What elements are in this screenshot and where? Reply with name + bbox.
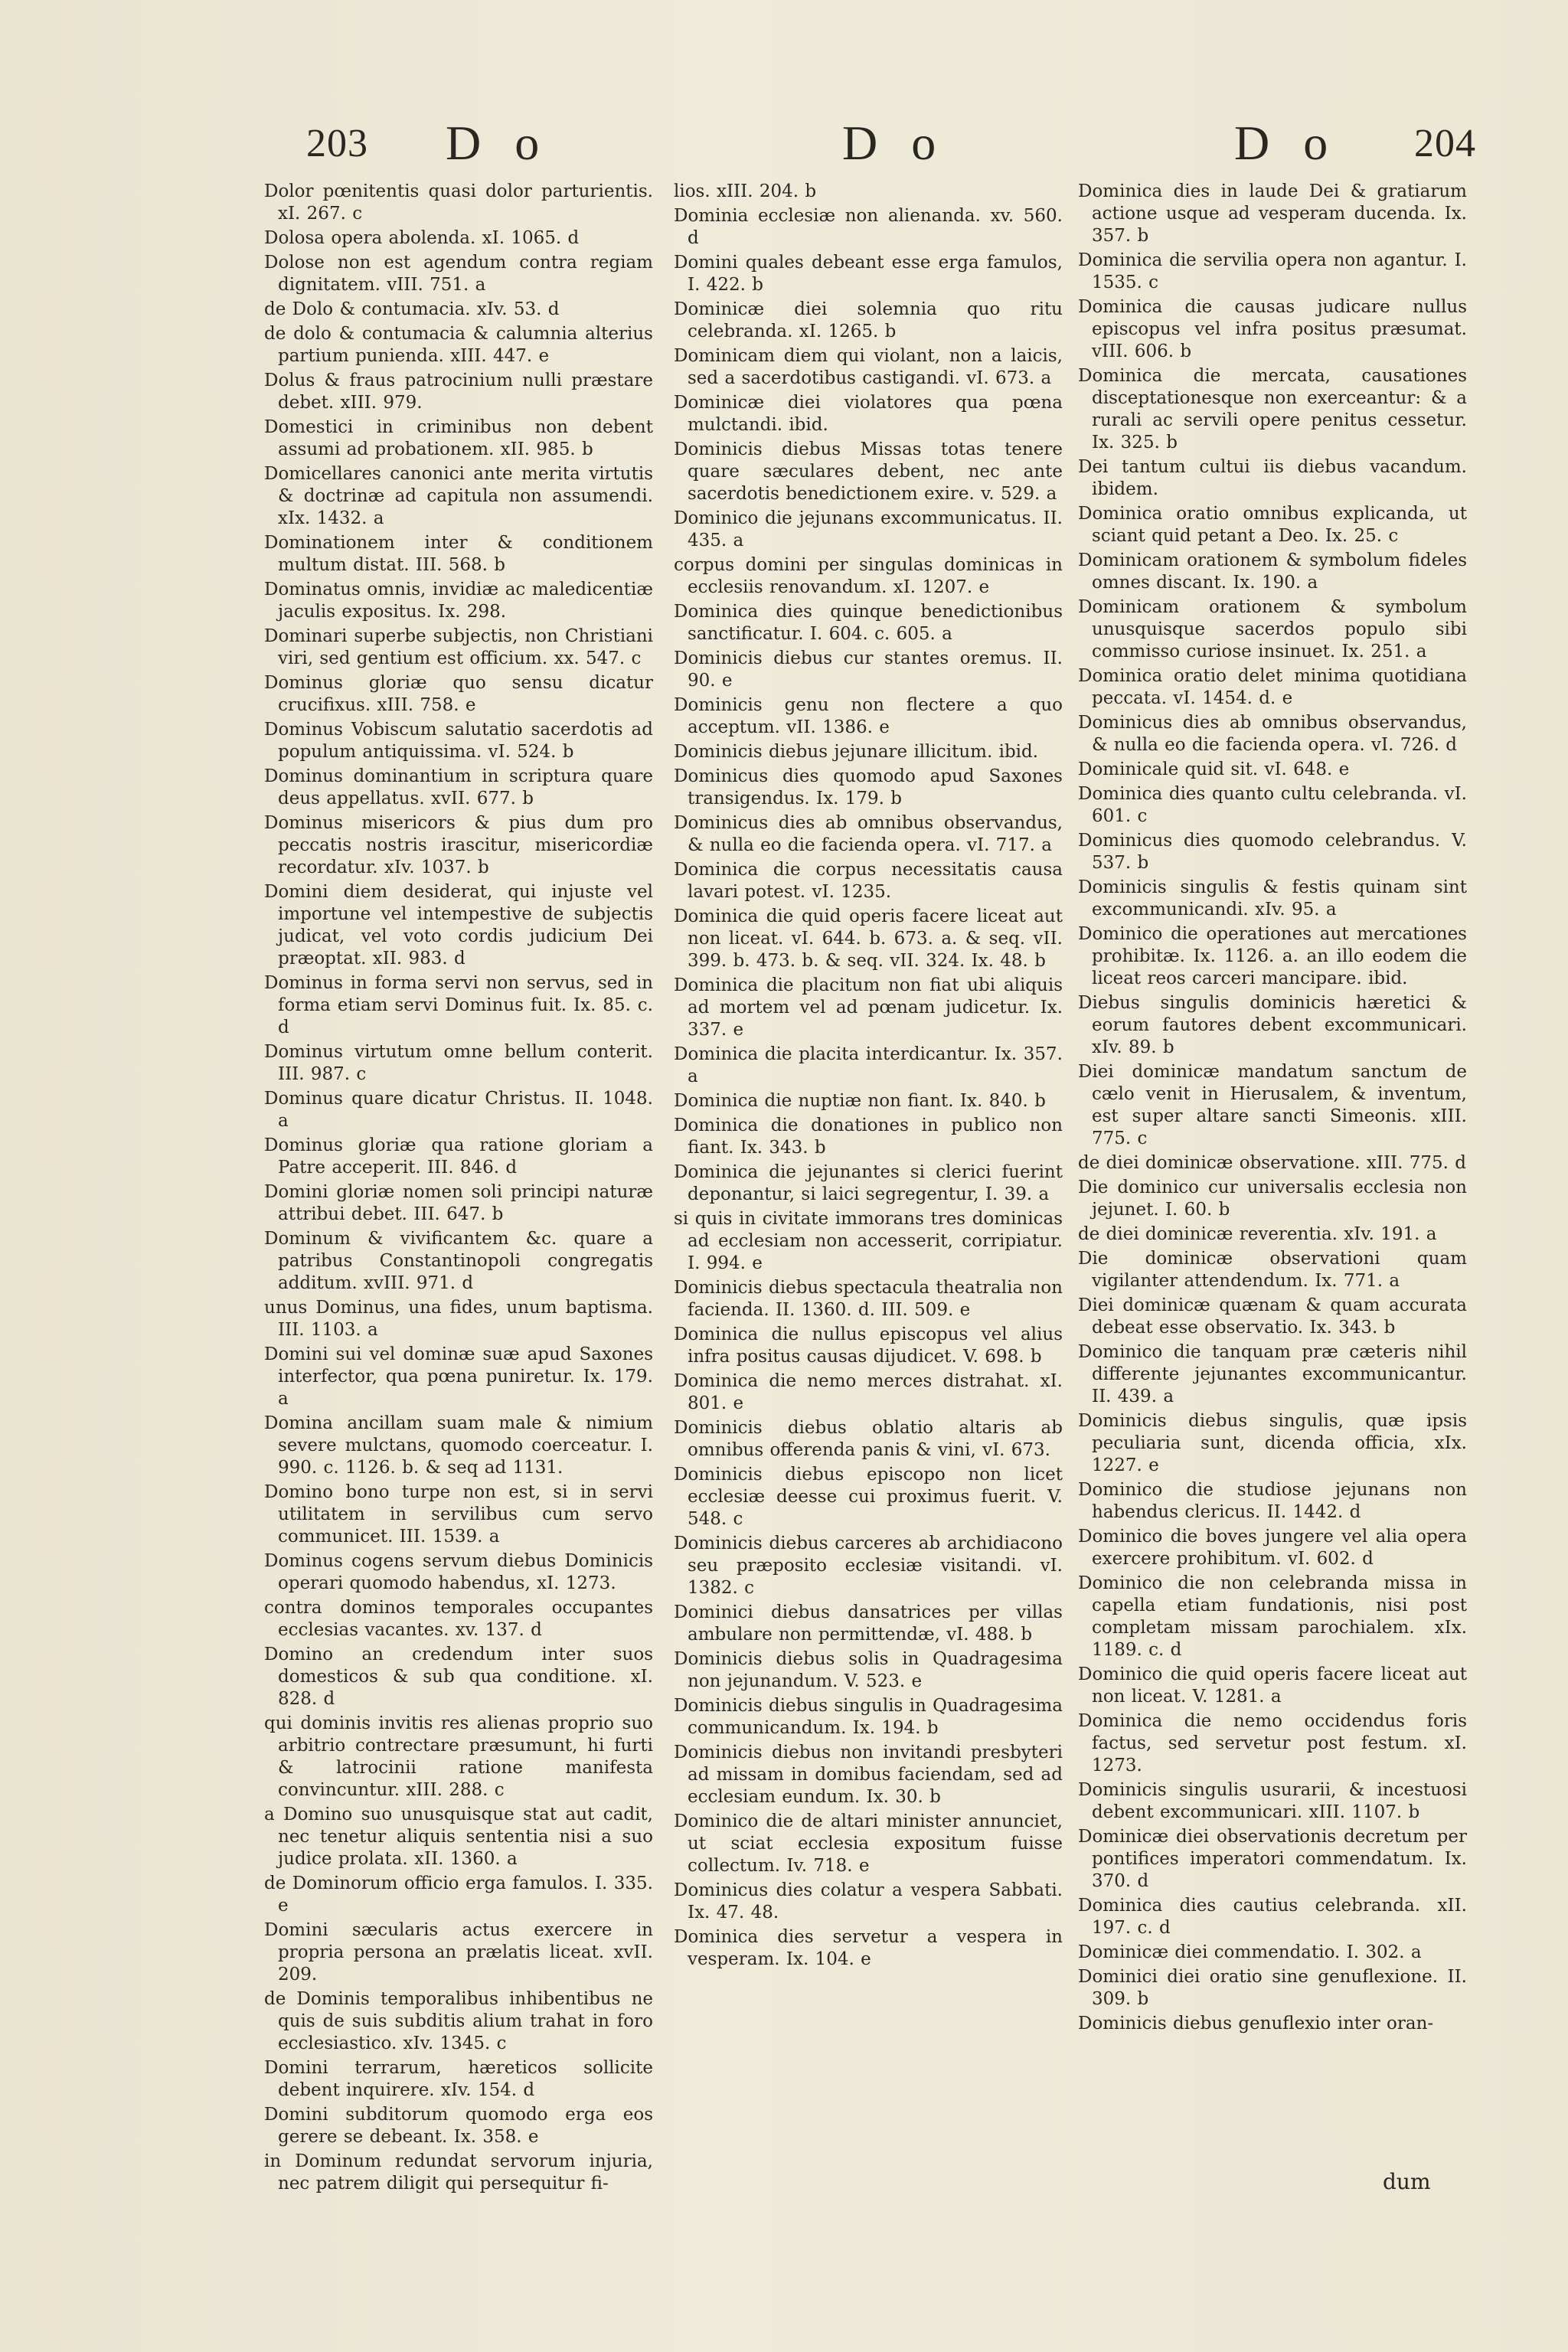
index-entry: Dominico die studiose jejunans non habendus clericus. II. 1442. d bbox=[1078, 1480, 1467, 1522]
index-entry: Dominum & vivificantem &c. quare a patribus Constantinopoli congregatis additum. xvIII. 971. d bbox=[264, 1229, 653, 1293]
index-column-right bbox=[1078, 181, 1467, 2037]
index-entry: Dominicis diebus Missas totas tenere quare sæculares debent, nec ante sacerdotis benedictionem exire. v. 529. a bbox=[674, 439, 1063, 504]
index-entry: Dominica dies servetur a vespera in vesperam. Ix. 104. e bbox=[674, 1927, 1063, 1969]
index-entry: de Dominorum officio erga famulos. I. 335. e bbox=[264, 1873, 653, 1916]
index-entry: Dominicam diem qui violant, non a laicis, sed a sacerdotibus castigandi. vI. 673. a bbox=[674, 346, 1063, 388]
page-header bbox=[306, 115, 1476, 168]
index-entry: Die dominicæ observationi quam vigilanter attendendum. Ix. 771. a bbox=[1078, 1249, 1467, 1291]
index-entry: Dominicam orationem & symbolum unusquisque sacerdos populo sibi commisso curiose insinuet. Ix. 251. a bbox=[1078, 597, 1467, 662]
index-entry: Dominica die nuptiæ non fiant. Ix. 840. b bbox=[674, 1091, 1046, 1111]
index-entry: Diebus singulis dominicis hæretici & eorum fautores debent excommunicari. xIv. 89. b bbox=[1078, 993, 1467, 1057]
index-entry: Domicellares canonici ante merita virtutis & doctrinæ ad capitula non assumendi. xIx. 1432. a bbox=[264, 464, 653, 528]
index-entry: Dominica oratio delet minima quotidiana peccata. vI. 1454. d. e bbox=[1078, 666, 1467, 708]
index-entry: Dominus virtutum omne bellum conterit. III. 987. c bbox=[264, 1042, 653, 1084]
index-entry: Dominus in forma servi non servus, sed in forma etiam servi Dominus fuit. Ix. 85. c. d bbox=[264, 973, 653, 1037]
index-entry: Domini sæcularis actus exercere in propria persona an prælatis liceat. xvII. 209. bbox=[264, 1920, 653, 1984]
index-entry: Dominus quare dicatur Christus. II. 1048. a bbox=[264, 1089, 653, 1131]
running-head-left: D o bbox=[446, 116, 550, 170]
index-entry: Dominica die nullus episcopus vel alius infra positus causas dijudicet. V. 698. b bbox=[674, 1325, 1063, 1367]
index-entry: Dominus gloriæ qua ratione gloriam a Patre acceperit. III. 846. d bbox=[264, 1135, 653, 1178]
index-entry: de diei dominicæ reverentia. xIv. 191. a bbox=[1078, 1224, 1437, 1244]
index-entry: Dominica dies in laude Dei & gratiarum actione usque ad vesperam ducenda. Ix. 357. b bbox=[1078, 181, 1467, 246]
index-entry: Dominica die servilia opera non agantur. I. 1535. c bbox=[1078, 250, 1467, 292]
index-entry: Dominus Vobiscum salutatio sacerdotis ad populum antiquissima. vI. 524. b bbox=[264, 720, 653, 762]
index-entry: Dominico die boves jungere vel alia opera exercere prohibitum. vI. 602. d bbox=[1078, 1527, 1467, 1569]
index-entry: Dolose non est agendum contra regiam dignitatem. vIII. 751. a bbox=[264, 253, 653, 295]
index-entry: unus Dominus, una fides, unum baptisma. III. 1103. a bbox=[264, 1298, 653, 1340]
index-entry: Dominicis singulis usurarii, & incestuosi debent excommunicari. xIII. 1107. b bbox=[1078, 1780, 1467, 1822]
index-entry: corpus domini per singulas dominicas in ecclesiis renovandum. xI. 1207. e bbox=[674, 555, 1063, 597]
index-entry: Dominico die quid operis facere liceat aut non liceat. V. 1281. a bbox=[1078, 1664, 1467, 1707]
index-entry: Dominico die de altari minister annunciet, ut sciat ecclesia expositum fuisse collectum. Iv. 718. e bbox=[674, 1811, 1063, 1876]
index-entry: Dominica die jejunantes si clerici fuerint deponantur, si laici segregentur, I. 39. a bbox=[674, 1162, 1063, 1204]
index-entry: Dominico die jejunans excommunicatus. II. 435. a bbox=[674, 508, 1063, 550]
index-entry: Dominica die mercata, causationes disceptationesque non exerceantur: & a rurali ac servili opere penitus cessetur. Ix. 325. b bbox=[1078, 366, 1467, 452]
running-head-center: D o bbox=[842, 116, 947, 170]
index-entry: Domini sui vel dominæ suæ apud Saxones interfector, qua pœna puniretur. Ix. 179. a bbox=[264, 1344, 653, 1409]
index-entry: Dolus & fraus patrocinium nulli præstare debet. xIII. 979. bbox=[264, 371, 653, 413]
index-entry: Dominus misericors & pius dum pro peccatis nostris irascitur, misericordiæ recordatur. xIv. 1037. b bbox=[264, 813, 653, 877]
catchword: dum bbox=[1383, 2169, 1431, 2194]
index-entry: Domini gloriæ nomen soli principi naturæ attribui debet. III. 647. b bbox=[264, 1182, 653, 1224]
index-entry: Dominicis diebus spectacula theatralia non facienda. II. 1360. d. III. 509. e bbox=[674, 1278, 1063, 1320]
page-number-left: 203 bbox=[306, 122, 368, 165]
index-entry: si quis in civitate immorans tres dominicas ad ecclesiam non accesserit, corripiatur. I. 994. e bbox=[674, 1209, 1063, 1273]
index-entry: a Domino suo unusquisque stat aut cadit, nec tenetur aliquis sententia nisi a suo judice prolata. xII. 1360. a bbox=[264, 1805, 653, 1869]
index-entry: Domini terrarum, hæreticos sollicite debent inquirere. xIv. 154. d bbox=[264, 2058, 653, 2100]
index-entry: Dominicale quid sit. vI. 648. e bbox=[1078, 760, 1350, 779]
index-entry: Dominus dominantium in scriptura quare deus appellatus. xvII. 677. b bbox=[264, 766, 653, 808]
index-entry: Dominico die non celebranda missa in capella etiam fundationis, nisi post completam missam parochialem. xIx. 1189. c. d bbox=[1078, 1573, 1467, 1660]
index-entry: Dominicus dies ab omnibus observandus, & nulla eo die facienda opera. vI. 717. a bbox=[674, 813, 1063, 855]
index-entry: Dominica dies cautius celebranda. xII. 197. c. d bbox=[1078, 1896, 1467, 1938]
index-entry: Dominica die donationes in publico non fiant. Ix. 343. b bbox=[674, 1116, 1063, 1158]
index-entry: lios. xIII. 204. b bbox=[674, 181, 817, 201]
index-entry: Dominici diei oratio sine genuflexione. II. 309. b bbox=[1078, 1967, 1467, 2009]
index-entry: Dominico die tanquam præ cæteris nihil differente jejunantes excommunicantur. II. 439. a bbox=[1078, 1342, 1467, 1406]
index-entry: Dominico die operationes aut mercationes prohibitæ. Ix. 1126. a. an illo eodem die liceat reos carceri mancipare. ibid. bbox=[1078, 924, 1467, 988]
index-entry: Dei tantum cultui iis diebus vacandum. ibidem. bbox=[1078, 457, 1467, 499]
index-entry: Dominicis singulis & festis quinam sint excommunicandi. xIv. 95. a bbox=[1078, 877, 1467, 920]
index-entry: Domino bono turpe non est, si in servi utilitatem in servilibus cum servo communicet. III. 1539. a bbox=[264, 1482, 653, 1547]
index-entry: Domini diem desiderat, qui injuste vel importune vel intempestive de subjectis judicat, vel voto cordis judicium Dei præoptat. xII. 983. d bbox=[264, 882, 653, 969]
index-entry: qui dominis invitis res alienas proprio suo arbitrio contrectare præsumunt, hi furti & latrocinii ratione manifesta convincuntur. xIII. 288. c bbox=[264, 1713, 653, 1800]
running-head-right: D o bbox=[1234, 116, 1339, 170]
index-entry: Dominationem inter & conditionem multum distat. III. 568. b bbox=[264, 533, 653, 575]
index-entry: Dominicis diebus oblatio altaris ab omnibus offerenda panis & vini, vI. 673. bbox=[674, 1418, 1063, 1460]
index-entry: Dominia ecclesiæ non alienanda. xv. 560. d bbox=[674, 206, 1063, 248]
index-entry: Dominicis diebus episcopo non licet ecclesiæ deesse cui proximus fuerit. V. 548. c bbox=[674, 1465, 1063, 1529]
index-entry: Dominicus dies quomodo apud Saxones transigendus. Ix. 179. b bbox=[674, 766, 1063, 808]
index-entry: de diei dominicæ observatione. xIII. 775. d bbox=[1078, 1153, 1466, 1173]
index-entry: Dominica die placitum non fiat ubi aliquis ad mortem vel ad pœnam judicetur. Ix. 337. e bbox=[674, 975, 1063, 1040]
index-entry: Dominica die corpus necessitatis causa lavari potest. vI. 1235. bbox=[674, 860, 1063, 902]
index-entry: Dominicis diebus singulis, quæ ipsis peculiaria sunt, dicenda officia, xIx. 1227. e bbox=[1078, 1411, 1467, 1475]
index-entry: Domini quales debeant esse erga famulos, I. 422. b bbox=[674, 253, 1063, 295]
index-entry: Dominicis diebus genuflexio inter oran- bbox=[1078, 2014, 1434, 2034]
index-entry: in Dominum redundat servorum injuria, nec patrem diligit qui persequitur fi- bbox=[264, 2151, 653, 2194]
index-entry: Dominicæ diei observationis decretum per pontifices imperatori commendatum. Ix. 370. d bbox=[1078, 1827, 1467, 1891]
index-entry: Domina ancillam suam male & nimium severe mulctans, quomodo coerceatur. I. 990. c. 1126. b. & seq ad 1131. bbox=[264, 1413, 653, 1478]
index-entry: Dominatus omnis, invidiæ ac maledicentiæ jaculis expositus. Ix. 298. bbox=[264, 580, 653, 622]
index-entry: Diei dominicæ mandatum sanctum de cælo venit in Hierusalem, & inventum, est super altare sancti Simeonis. xIII. 775. c bbox=[1078, 1062, 1467, 1148]
index-entry: Diei dominicæ quænam & quam accurata debeat esse observatio. Ix. 343. b bbox=[1078, 1295, 1467, 1338]
index-entry: Dominica die nemo occidendus foris factus, sed servetur post festum. xI. 1273. bbox=[1078, 1711, 1467, 1775]
index-entry: de Dolo & contumacia. xIv. 53. d bbox=[264, 299, 560, 319]
index-entry: Dominicus dies colatur a vespera Sabbati. Ix. 47. 48. bbox=[674, 1880, 1063, 1922]
index-entry: Dominica die quid operis facere liceat aut non liceat. vI. 644. b. 673. a. & seq. vII. 399. b. 473. b. & seq. vII. 324. Ix. 48. b bbox=[674, 906, 1063, 971]
index-entry: de dolo & contumacia & calumnia alterius partium punienda. xIII. 447. e bbox=[264, 324, 653, 366]
index-entry: Dominicus dies quomodo celebrandus. V. 537. b bbox=[1078, 831, 1467, 873]
page-number-right: 204 bbox=[1414, 122, 1476, 165]
index-entry: Domini subditorum quomodo erga eos gerere se debeant. Ix. 358. e bbox=[264, 2105, 653, 2147]
index-entry: Dominicis genu non flectere a quo acceptum. vII. 1386. e bbox=[674, 695, 1063, 737]
index-entry: Dominicis diebus carceres ab archidiacono seu præposito ecclesiæ visitandi. vI. 1382. c bbox=[674, 1534, 1063, 1598]
index-entry: Dominus gloriæ quo sensu dicatur crucifixus. xIII. 758. e bbox=[264, 673, 653, 715]
index-entry: Dominicis diebus singulis in Quadragesima communicandum. Ix. 194. b bbox=[674, 1696, 1063, 1738]
index-entry: Dominica dies quanto cultu celebranda. vI. 601. c bbox=[1078, 784, 1467, 826]
index-entry: Dominicæ diei solemnia quo ritu celebranda. xI. 1265. b bbox=[674, 299, 1063, 341]
index-entry: Die dominico cur universalis ecclesia non jejunet. I. 60. b bbox=[1078, 1178, 1467, 1220]
index-entry: Dominus cogens servum diebus Dominicis operari quomodo habendus, xI. 1273. bbox=[264, 1551, 653, 1593]
index-entry: Dominicis diebus cur stantes oremus. II. 90. e bbox=[674, 648, 1063, 691]
index-column-left bbox=[264, 181, 653, 2197]
index-entry: Dominica die nemo merces distrahat. xI. 801. e bbox=[674, 1371, 1063, 1413]
index-entry: Dominica dies quinque benedictionibus sanctificatur. I. 604. c. 605. a bbox=[674, 602, 1063, 644]
index-entry: de Dominis temporalibus inhibentibus ne quis de suis subditis alium trahat in foro ecclesiastico. xIv. 1345. c bbox=[264, 1989, 653, 2053]
index-column-center bbox=[674, 181, 1063, 1973]
index-entry: Dominari superbe subjectis, non Christiani viri, sed gentium est officium. xx. 547. c bbox=[264, 626, 653, 668]
index-entry: Dominicus dies ab omnibus observandus, & nulla eo die facienda opera. vI. 726. d bbox=[1078, 713, 1467, 755]
index-entry: Dominica die placita interdicantur. Ix. 357. a bbox=[674, 1044, 1063, 1086]
index-entry: contra dominos temporales occupantes ecclesias vacantes. xv. 137. d bbox=[264, 1598, 653, 1640]
index-entry: Dominicæ diei commendatio. I. 302. a bbox=[1078, 1942, 1422, 1962]
index-entry: Dolosa opera abolenda. xI. 1065. d bbox=[264, 228, 580, 248]
index-entry: Domino an credendum inter suos domesticos & sub qua conditione. xI. 828. d bbox=[264, 1645, 653, 1709]
index-entry: Dominicam orationem & symbolum fideles omnes discant. Ix. 190. a bbox=[1078, 550, 1467, 593]
index-entry: Dominici diebus dansatrices per villas ambulare non permittendæ, vI. 488. b bbox=[674, 1602, 1063, 1645]
index-entry: Domestici in criminibus non debent assumi ad probationem. xII. 985. b bbox=[264, 417, 653, 459]
index-entry: Dominica die causas judicare nullus episcopus vel infra positus præsumat. vIII. 606. b bbox=[1078, 297, 1467, 361]
index-entry: Dominicis diebus jejunare illicitum. ibid. bbox=[674, 742, 1039, 762]
index-entry: Dominicæ diei violatores qua pœna mulctandi. ibid. bbox=[674, 393, 1063, 435]
index-entry: Dolor pœnitentis quasi dolor parturientis. xI. 267. c bbox=[264, 181, 653, 224]
index-entry: Dominica oratio omnibus explicanda, ut sciant quid petant a Deo. Ix. 25. c bbox=[1078, 504, 1467, 546]
index-entry: Dominicis diebus solis in Quadragesima non jejunandum. V. 523. e bbox=[674, 1649, 1063, 1691]
index-entry: Dominicis diebus non invitandi presbyteri ad missam in domibus faciendam, sed ad ecclesiam eundum. Ix. 30. b bbox=[674, 1743, 1063, 1807]
